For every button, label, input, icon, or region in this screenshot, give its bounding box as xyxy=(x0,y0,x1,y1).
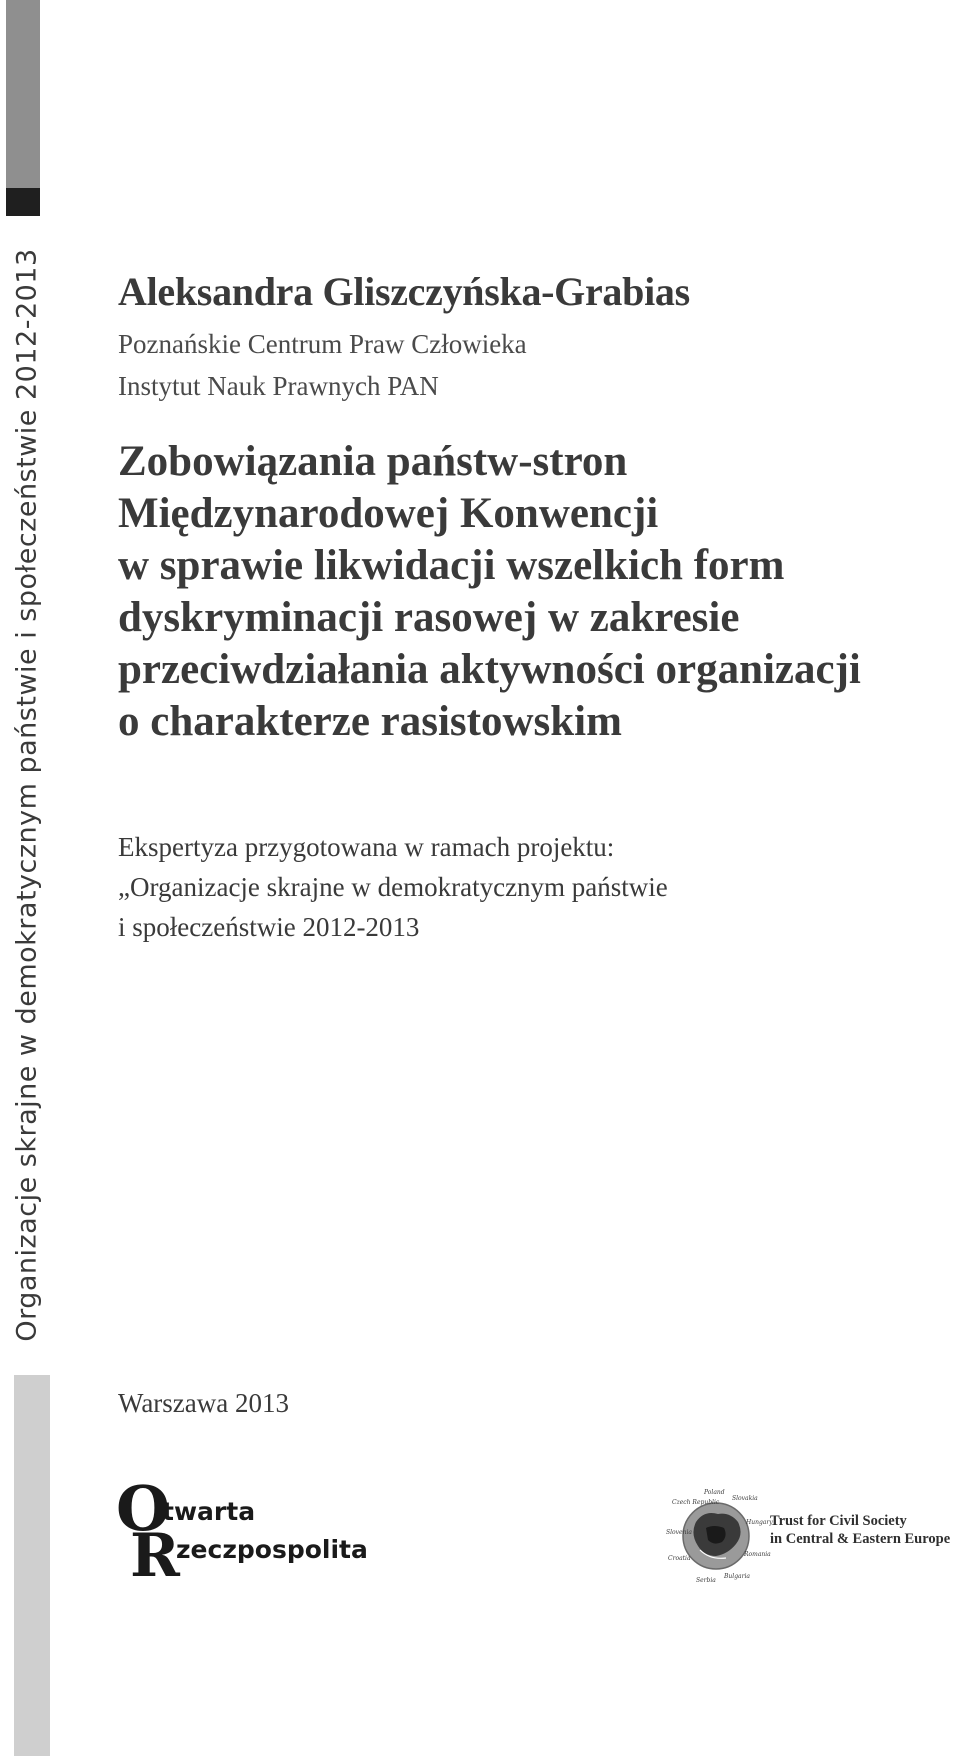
description-line: i społeczeństwie 2012-2013 xyxy=(118,912,420,942)
map-label: Serbia xyxy=(696,1577,716,1584)
spine-bottom-bar xyxy=(14,1375,50,1756)
trust-globe-icon xyxy=(666,1484,773,1586)
map-label: Romania xyxy=(744,1551,771,1558)
map-label: Hungary xyxy=(746,1519,773,1526)
map-label: Slovakia xyxy=(732,1495,758,1502)
title-line: Międzynarodowej Konwencji xyxy=(118,490,659,537)
map-label: Slovenia xyxy=(666,1529,692,1536)
logo-line-otwarta: twarta xyxy=(162,1497,256,1526)
affiliation-2: Instytut Nauk Prawnych PAN xyxy=(118,371,439,401)
title-line: w sprawie likwidacji wszelkich form xyxy=(118,542,785,589)
map-label: Poland xyxy=(704,1489,725,1496)
otwarta-rzeczpospolita-logo xyxy=(116,1472,376,1591)
spine-dark-block xyxy=(6,188,40,216)
affiliation-1: Poznańskie Centrum Praw Człowieka xyxy=(118,329,527,359)
title-line: dyskryminacji rasowej w zakresie xyxy=(118,594,740,641)
title-line: Zobowiązania państw-stron xyxy=(118,438,628,485)
trust-logo-line-2: in Central & Eastern Europe xyxy=(770,1531,951,1547)
map-label: Bulgaria xyxy=(724,1573,750,1580)
title-line: o charakterze rasistowskim xyxy=(118,698,622,745)
map-label: Czech Republic xyxy=(672,1499,720,1506)
logo-big-r: R xyxy=(130,1521,180,1591)
logo-big-o: O xyxy=(116,1472,171,1545)
publication-place-year: Warszawa 2013 xyxy=(118,1388,290,1418)
spine-series-title: Organizacje skrajne w demokratycznym państwie i społeczeństwie 2012-2013 xyxy=(11,248,43,1342)
logo-line-rzeczpospolita: zeczpospolita xyxy=(176,1535,368,1564)
description-line: Ekspertyza przygotowana w ramach projektu: xyxy=(118,832,615,862)
spine-top-bar xyxy=(6,0,40,188)
author-name: Aleksandra Gliszczyńska-Grabias xyxy=(118,269,690,314)
trust-logo-line-1: Trust for Civil Society xyxy=(770,1513,907,1529)
description-line: „Organizacje skrajne w demokratycznym państwie xyxy=(118,872,668,902)
project-description xyxy=(118,827,668,947)
title-line: przeciwdziałania aktywności organizacji xyxy=(118,646,861,693)
document-title xyxy=(118,436,948,748)
map-label: Croatia xyxy=(668,1555,691,1562)
